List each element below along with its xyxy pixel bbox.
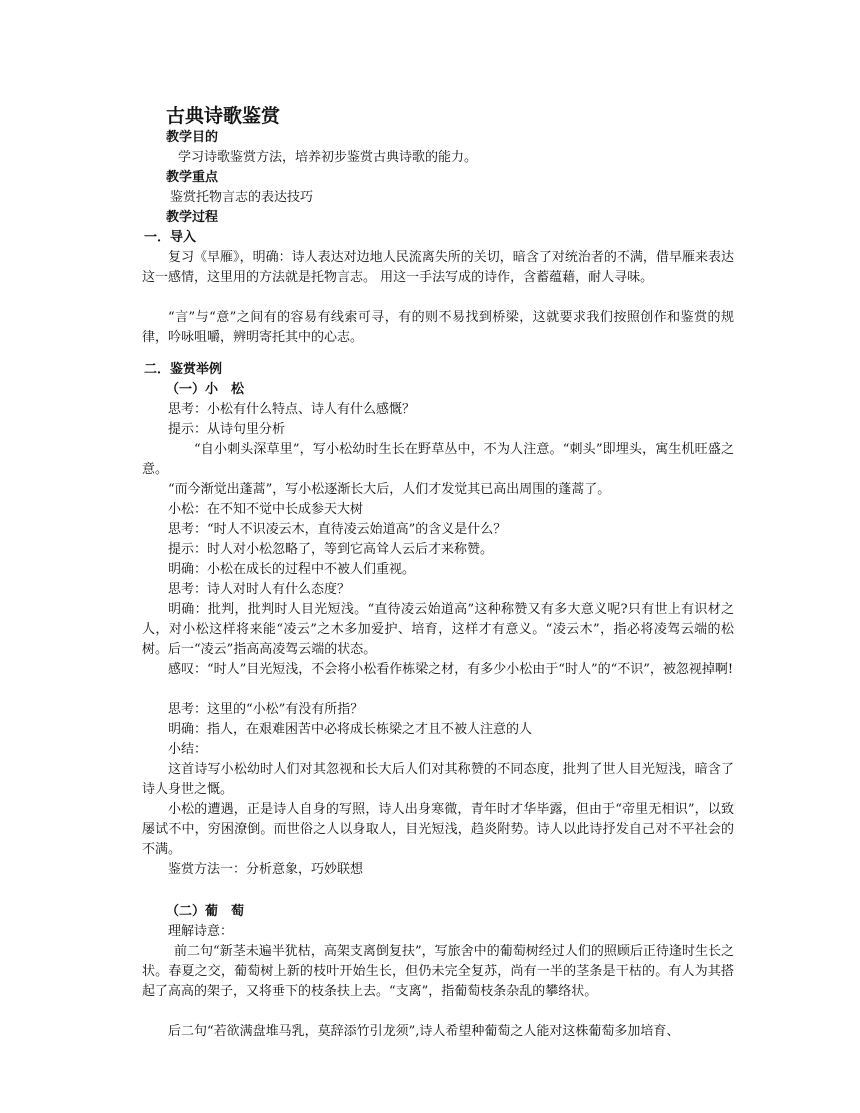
text-line: “而今渐觉出蓬蒿”，写小松逐渐长大后，人们才发觉其已高出周围的蓬蒿了。 bbox=[168, 482, 611, 497]
focus-heading: 教学重点 bbox=[166, 170, 219, 185]
paragraph: 这首诗写小松幼时人们对其忽视和长大后人们对其称赞的不同态度，批判了世人目光短浅，暗含了诗人身世之慨。 bbox=[142, 762, 734, 797]
section-1-paragraph: “言”与“意”之间有的容易有线索可寻，有的则不易找到桥梁，这就要求我们按照创作和鉴赏的规律，吟咏咀嚼，辨明寄托其中的心志。 bbox=[142, 310, 734, 345]
text-line: 明确：指人，在艰难困苦中必将成长栋梁之才且不被人注意的人 bbox=[168, 722, 533, 737]
text-line: 提示：从诗句里分析 bbox=[168, 422, 286, 437]
paragraph: “自小刺头深草里”，写小松幼时生长在野草丛中，不为人注意。“刺头”即埋头，寓生机旺盛之意。 bbox=[142, 442, 734, 477]
document-title: 古典诗歌鉴赏 bbox=[166, 105, 281, 127]
text-line: 小结： bbox=[168, 742, 208, 757]
section-1-heading: 一．导入 bbox=[144, 230, 197, 245]
text-line: 提示：时人对小松忽略了，等到它高耸人云后才来称赞。 bbox=[168, 542, 494, 557]
subsection-putao-heading: （二）葡 萄 bbox=[166, 904, 245, 919]
paragraph: 前二句“新茎未遍半犹枯，高架支离倒复扶”，写旅舍中的葡萄树经过人们的照顾后正待逢时生长之状。春夏之交，葡萄树上新的枝叶开始生长，但仍未完全复苏，尚有一半的茎条是干枯的。有人为其搭起了高高的架子，又将垂下的枝条扶上去。“支离”，指葡萄枝条杂乱的攀络状。 bbox=[142, 944, 734, 999]
method-summary: 鉴赏方法一：分析意象，巧妙联想 bbox=[168, 862, 364, 877]
paragraph: 明确：批判，批判时人目光短浅。“直待凌云始道高”这种称赞又有多大意义呢?只有世上有识材之人，对小松这样将来能“凌云”之木多加爱护、培育，这样才有意义。“凌云木”，指必将凌驾云端的松树。后一“凌云”指高高凌驾云端的状态。 bbox=[142, 602, 734, 657]
paragraph: 小松的遭遇，正是诗人自身的写照，诗人出身寒微，青年时才华毕露，但由于“帝里无相识”，以致屡试不中，穷困潦倒。而世俗之人以身取人，目光短浅，趋炎附势。诗人以此诗抒发自己对不平社会的不满。 bbox=[142, 802, 734, 857]
paragraph: 感叹：“时人”目光短浅，不会将小松看作栋梁之材，有多少小松由于“时人”的“不识”，被忽视掉啊! bbox=[168, 662, 734, 677]
text-line: 思考：“时人不识凌云木，直待凌云始道高”的含义是什么？ bbox=[168, 522, 507, 537]
goal-heading: 教学目的 bbox=[166, 130, 219, 145]
paragraph: 后二句“若欲满盘堆马乳，莫辞添竹引龙须”,诗人希望种葡萄之人能对这株葡萄多加培育、 bbox=[168, 1024, 680, 1039]
subsection-xiaosong-heading: （一）小 松 bbox=[166, 382, 245, 397]
text-line: 理解诗意： bbox=[168, 924, 234, 939]
text-line: 思考：小松有什么特点、诗人有什么感慨？ bbox=[168, 402, 416, 417]
text-line: 思考：这里的“小松”有没有所指？ bbox=[168, 702, 364, 717]
section-1-paragraph: 复习《早雁》，明确：诗人表达对边地人民流离失所的关切，暗含了对统治者的不满，借早雁来表达这一感情，这里用的方法就是托物言志。 用这一手法写成的诗作，含蓄蕴藉，耐人寻味。 bbox=[142, 250, 734, 285]
goal-text: 学习诗歌鉴赏方法，培养初步鉴赏古典诗歌的能力。 bbox=[178, 150, 478, 165]
process-heading: 教学过程 bbox=[166, 210, 219, 225]
text-line: 小松：在不知不觉中长成参天大树 bbox=[168, 502, 364, 517]
text-line: 思考：诗人对时人有什么态度？ bbox=[168, 582, 351, 597]
section-2-heading: 二．鉴赏举例 bbox=[144, 362, 223, 377]
focus-text: 鉴赏托物言志的表达技巧 bbox=[170, 190, 314, 205]
text-line: 明确：小松在成长的过程中不被人们重视。 bbox=[168, 562, 416, 577]
